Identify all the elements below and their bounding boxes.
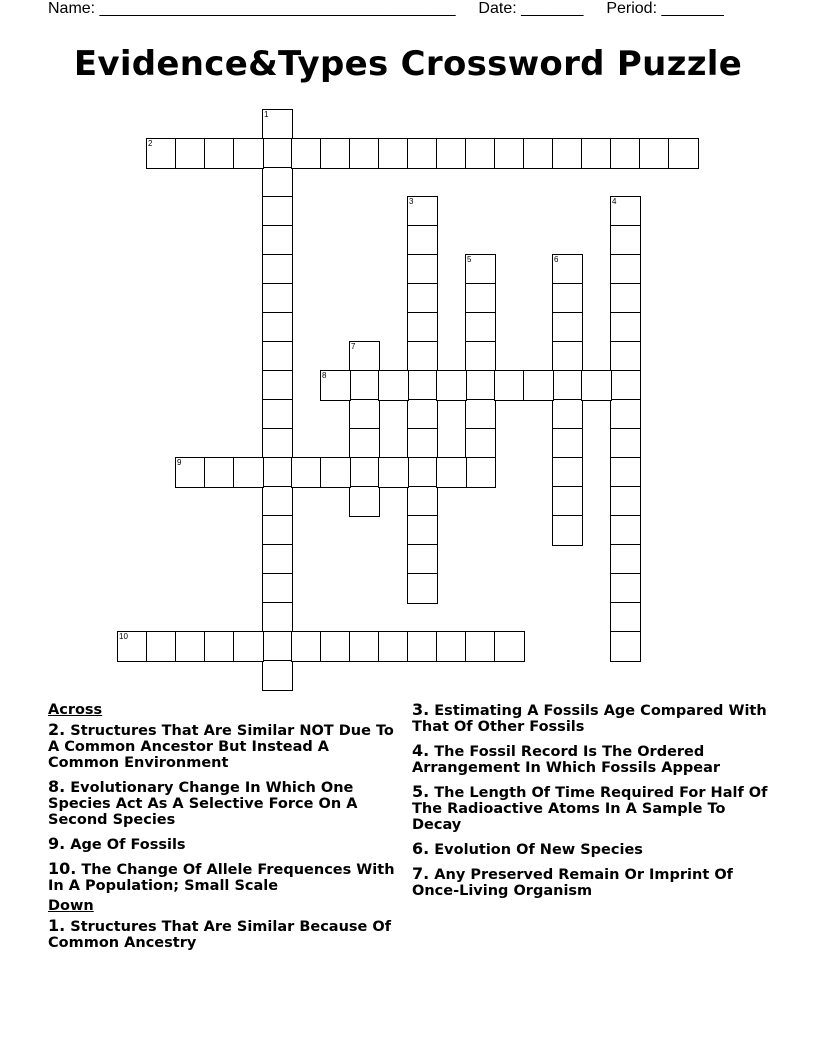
grid-cell[interactable] — [291, 631, 322, 662]
grid-cell[interactable] — [407, 631, 438, 662]
grid-cell[interactable] — [465, 399, 496, 430]
grid-cell[interactable] — [320, 631, 351, 662]
clue-number: 7. — [412, 864, 430, 883]
grid-cell[interactable] — [465, 457, 496, 488]
name-line[interactable]: ________________________________________ — [99, 0, 456, 17]
across-clue — [48, 861, 403, 894]
grid-cell[interactable] — [349, 399, 380, 430]
grid-cell[interactable] — [320, 138, 351, 169]
grid-cell[interactable] — [407, 515, 438, 546]
grid-cell[interactable] — [610, 399, 641, 430]
grid-cell[interactable] — [262, 254, 293, 285]
grid-cell[interactable] — [262, 341, 293, 372]
clues-right-column — [412, 702, 772, 907]
clue-text: Estimating A Fossils Age Compared With That Of Other Fossils — [412, 703, 767, 735]
grid-cell[interactable] — [610, 631, 641, 662]
grid-cell[interactable] — [494, 138, 525, 169]
date-line[interactable]: _______ — [521, 0, 584, 17]
grid-cell[interactable] — [407, 312, 438, 343]
grid-cell[interactable] — [581, 138, 612, 169]
grid-cell[interactable] — [407, 283, 438, 314]
grid-cell[interactable] — [610, 138, 641, 169]
grid-cell[interactable] — [610, 428, 641, 459]
grid-cell[interactable] — [465, 341, 496, 372]
grid-cell[interactable] — [349, 486, 380, 517]
grid-cell[interactable] — [552, 341, 583, 372]
period-label: Period: — [606, 0, 658, 17]
grid-cell[interactable] — [465, 138, 496, 169]
grid-cell[interactable] — [465, 428, 496, 459]
grid-cell[interactable] — [610, 544, 641, 575]
cell-number: 4 — [612, 197, 617, 206]
grid-cell[interactable] — [262, 138, 293, 169]
name-label: Name: — [48, 0, 96, 17]
grid-cell[interactable] — [378, 457, 409, 488]
clue-number: 1. — [48, 916, 66, 935]
grid-cell[interactable] — [465, 254, 496, 285]
clue-number: 10. — [48, 859, 77, 878]
grid-cell[interactable] — [407, 544, 438, 575]
grid-cell[interactable] — [320, 457, 351, 488]
grid-cell[interactable] — [610, 370, 641, 401]
clue-number: 8. — [48, 777, 66, 796]
grid-cell[interactable] — [610, 225, 641, 256]
cell-number: 1 — [264, 110, 269, 119]
clue-number: 5. — [412, 782, 430, 801]
clue-text: The Length Of Time Required For Half Of The Radioactive Atoms In A Sample To Decay — [412, 785, 768, 833]
grid-cell[interactable] — [610, 486, 641, 517]
clue-text: Evolution Of New Species — [434, 842, 643, 858]
grid-cell[interactable] — [262, 399, 293, 430]
grid-cell[interactable] — [262, 283, 293, 314]
grid-cell[interactable] — [407, 138, 438, 169]
across-clue — [48, 836, 403, 853]
grid-cell[interactable] — [581, 370, 612, 401]
grid-cell[interactable] — [407, 457, 438, 488]
clue-text: Any Preserved Remain Or Imprint Of Once-Living Organism — [412, 867, 733, 899]
across-clue — [48, 722, 403, 771]
grid-cell[interactable] — [494, 631, 525, 662]
grid-cell[interactable] — [610, 254, 641, 285]
grid-cell[interactable] — [262, 225, 293, 256]
grid-cell[interactable] — [610, 283, 641, 314]
clue-text: Structures That Are Similar NOT Due To A Common Ancestor But Instead A Common Environment — [48, 723, 394, 771]
grid-cell[interactable] — [233, 631, 264, 662]
grid-cell[interactable] — [378, 370, 409, 401]
grid-cell[interactable] — [262, 544, 293, 575]
clues-left-column — [48, 702, 403, 959]
grid-cell[interactable] — [349, 631, 380, 662]
grid-cell[interactable] — [262, 457, 293, 488]
grid-cell[interactable] — [552, 457, 583, 488]
grid-cell[interactable] — [552, 428, 583, 459]
grid-cell[interactable] — [204, 631, 235, 662]
clue-number: 9. — [48, 834, 66, 853]
grid-cell[interactable] — [262, 196, 293, 227]
grid-cell[interactable] — [175, 138, 206, 169]
grid-cell[interactable] — [262, 660, 293, 691]
grid-cell[interactable] — [436, 457, 467, 488]
grid-cell[interactable] — [262, 631, 293, 662]
grid-cell[interactable] — [610, 602, 641, 633]
grid-cell[interactable] — [262, 486, 293, 517]
grid-cell[interactable] — [552, 283, 583, 314]
cell-number: 6 — [554, 255, 559, 264]
clue-number: 6. — [412, 839, 430, 858]
grid-cell[interactable] — [552, 399, 583, 430]
clue-number: 2. — [48, 720, 66, 739]
grid-cell[interactable] — [262, 370, 293, 401]
grid-cell[interactable] — [465, 370, 496, 401]
grid-cell[interactable] — [610, 196, 641, 227]
cell-number: 3 — [409, 197, 414, 206]
down-clue — [412, 841, 772, 858]
grid-cell[interactable] — [552, 486, 583, 517]
down-heading: Down — [48, 898, 94, 914]
grid-cell[interactable] — [262, 515, 293, 546]
grid-cell[interactable] — [639, 138, 670, 169]
period-line[interactable]: _______ — [661, 0, 724, 17]
grid-cell[interactable] — [378, 138, 409, 169]
clue-number: 4. — [412, 741, 430, 760]
grid-cell[interactable] — [117, 631, 148, 662]
grid-cell[interactable] — [349, 428, 380, 459]
grid-cell[interactable] — [262, 109, 293, 140]
down-clue — [412, 784, 772, 833]
grid-cell[interactable] — [552, 370, 583, 401]
grid-cell[interactable] — [436, 138, 467, 169]
down-clue — [48, 918, 403, 951]
grid-cell[interactable] — [465, 283, 496, 314]
grid-cell[interactable] — [610, 457, 641, 488]
grid-cell[interactable] — [407, 573, 438, 604]
clue-text: Evolutionary Change In Which One Species Act As A Selective Force On A Second Species — [48, 780, 358, 828]
grid-cell[interactable] — [204, 457, 235, 488]
grid-cell[interactable] — [407, 370, 438, 401]
grid-cell[interactable] — [494, 370, 525, 401]
cell-number: 2 — [148, 139, 153, 148]
cell-number: 9 — [177, 458, 182, 467]
clue-text: Structures That Are Similar Because Of Common Ancestry — [48, 919, 392, 951]
grid-cell[interactable] — [349, 341, 380, 372]
grid-cell[interactable] — [407, 399, 438, 430]
grid-cell[interactable] — [436, 370, 467, 401]
cell-number: 5 — [467, 255, 472, 264]
grid-cell[interactable] — [407, 254, 438, 285]
grid-cell[interactable] — [262, 573, 293, 604]
grid-cell[interactable] — [291, 457, 322, 488]
grid-cell[interactable] — [552, 515, 583, 546]
clue-text: Age Of Fossils — [70, 837, 186, 853]
grid-cell[interactable] — [233, 138, 264, 169]
grid-cell[interactable] — [465, 631, 496, 662]
grid-cell[interactable] — [204, 138, 235, 169]
down-clue — [412, 866, 772, 899]
grid-cell[interactable] — [465, 312, 496, 343]
grid-cell[interactable] — [407, 341, 438, 372]
grid-cell[interactable] — [610, 341, 641, 372]
clue-text: The Change Of Allele Frequences With In A Population; Small Scale — [48, 862, 395, 894]
grid-cell[interactable] — [610, 312, 641, 343]
grid-cell[interactable] — [233, 457, 264, 488]
grid-cell[interactable] — [610, 573, 641, 604]
grid-cell[interactable] — [262, 312, 293, 343]
grid-cell[interactable] — [378, 631, 409, 662]
grid-cell[interactable] — [291, 138, 322, 169]
grid-cell[interactable] — [610, 515, 641, 546]
grid-cell[interactable] — [552, 254, 583, 285]
grid-cell[interactable] — [146, 631, 177, 662]
clue-number: 3. — [412, 700, 430, 719]
cell-number: 8 — [322, 371, 327, 380]
down-clue — [412, 743, 772, 776]
grid-cell[interactable] — [262, 602, 293, 633]
grid-cell[interactable] — [523, 138, 554, 169]
grid-cell[interactable] — [552, 138, 583, 169]
grid-cell[interactable] — [436, 631, 467, 662]
across-heading: Across — [48, 702, 103, 718]
grid-cell[interactable] — [349, 370, 380, 401]
grid-cell[interactable] — [552, 312, 583, 343]
across-clue — [48, 779, 403, 828]
grid-cell[interactable] — [407, 486, 438, 517]
grid-cell[interactable] — [523, 370, 554, 401]
grid-cell[interactable] — [175, 631, 206, 662]
grid-cell[interactable] — [349, 138, 380, 169]
grid-cell[interactable] — [668, 138, 699, 169]
cell-number: 10 — [119, 632, 128, 641]
date-label: Date: — [478, 0, 517, 17]
grid-cell[interactable] — [262, 428, 293, 459]
grid-cell[interactable] — [407, 428, 438, 459]
grid-cell[interactable] — [146, 138, 177, 169]
down-clue — [412, 702, 772, 735]
cell-number: 7 — [351, 342, 356, 351]
grid-cell[interactable] — [407, 196, 438, 227]
page-title: Evidence&Types Crossword Puzzle — [73, 44, 743, 84]
grid-cell[interactable] — [175, 457, 206, 488]
grid-cell[interactable] — [407, 225, 438, 256]
grid-cell[interactable] — [349, 457, 380, 488]
clue-text: The Fossil Record Is The Ordered Arrangement In Which Fossils Appear — [412, 744, 721, 776]
grid-cell[interactable] — [320, 370, 351, 401]
grid-cell[interactable] — [262, 167, 293, 198]
